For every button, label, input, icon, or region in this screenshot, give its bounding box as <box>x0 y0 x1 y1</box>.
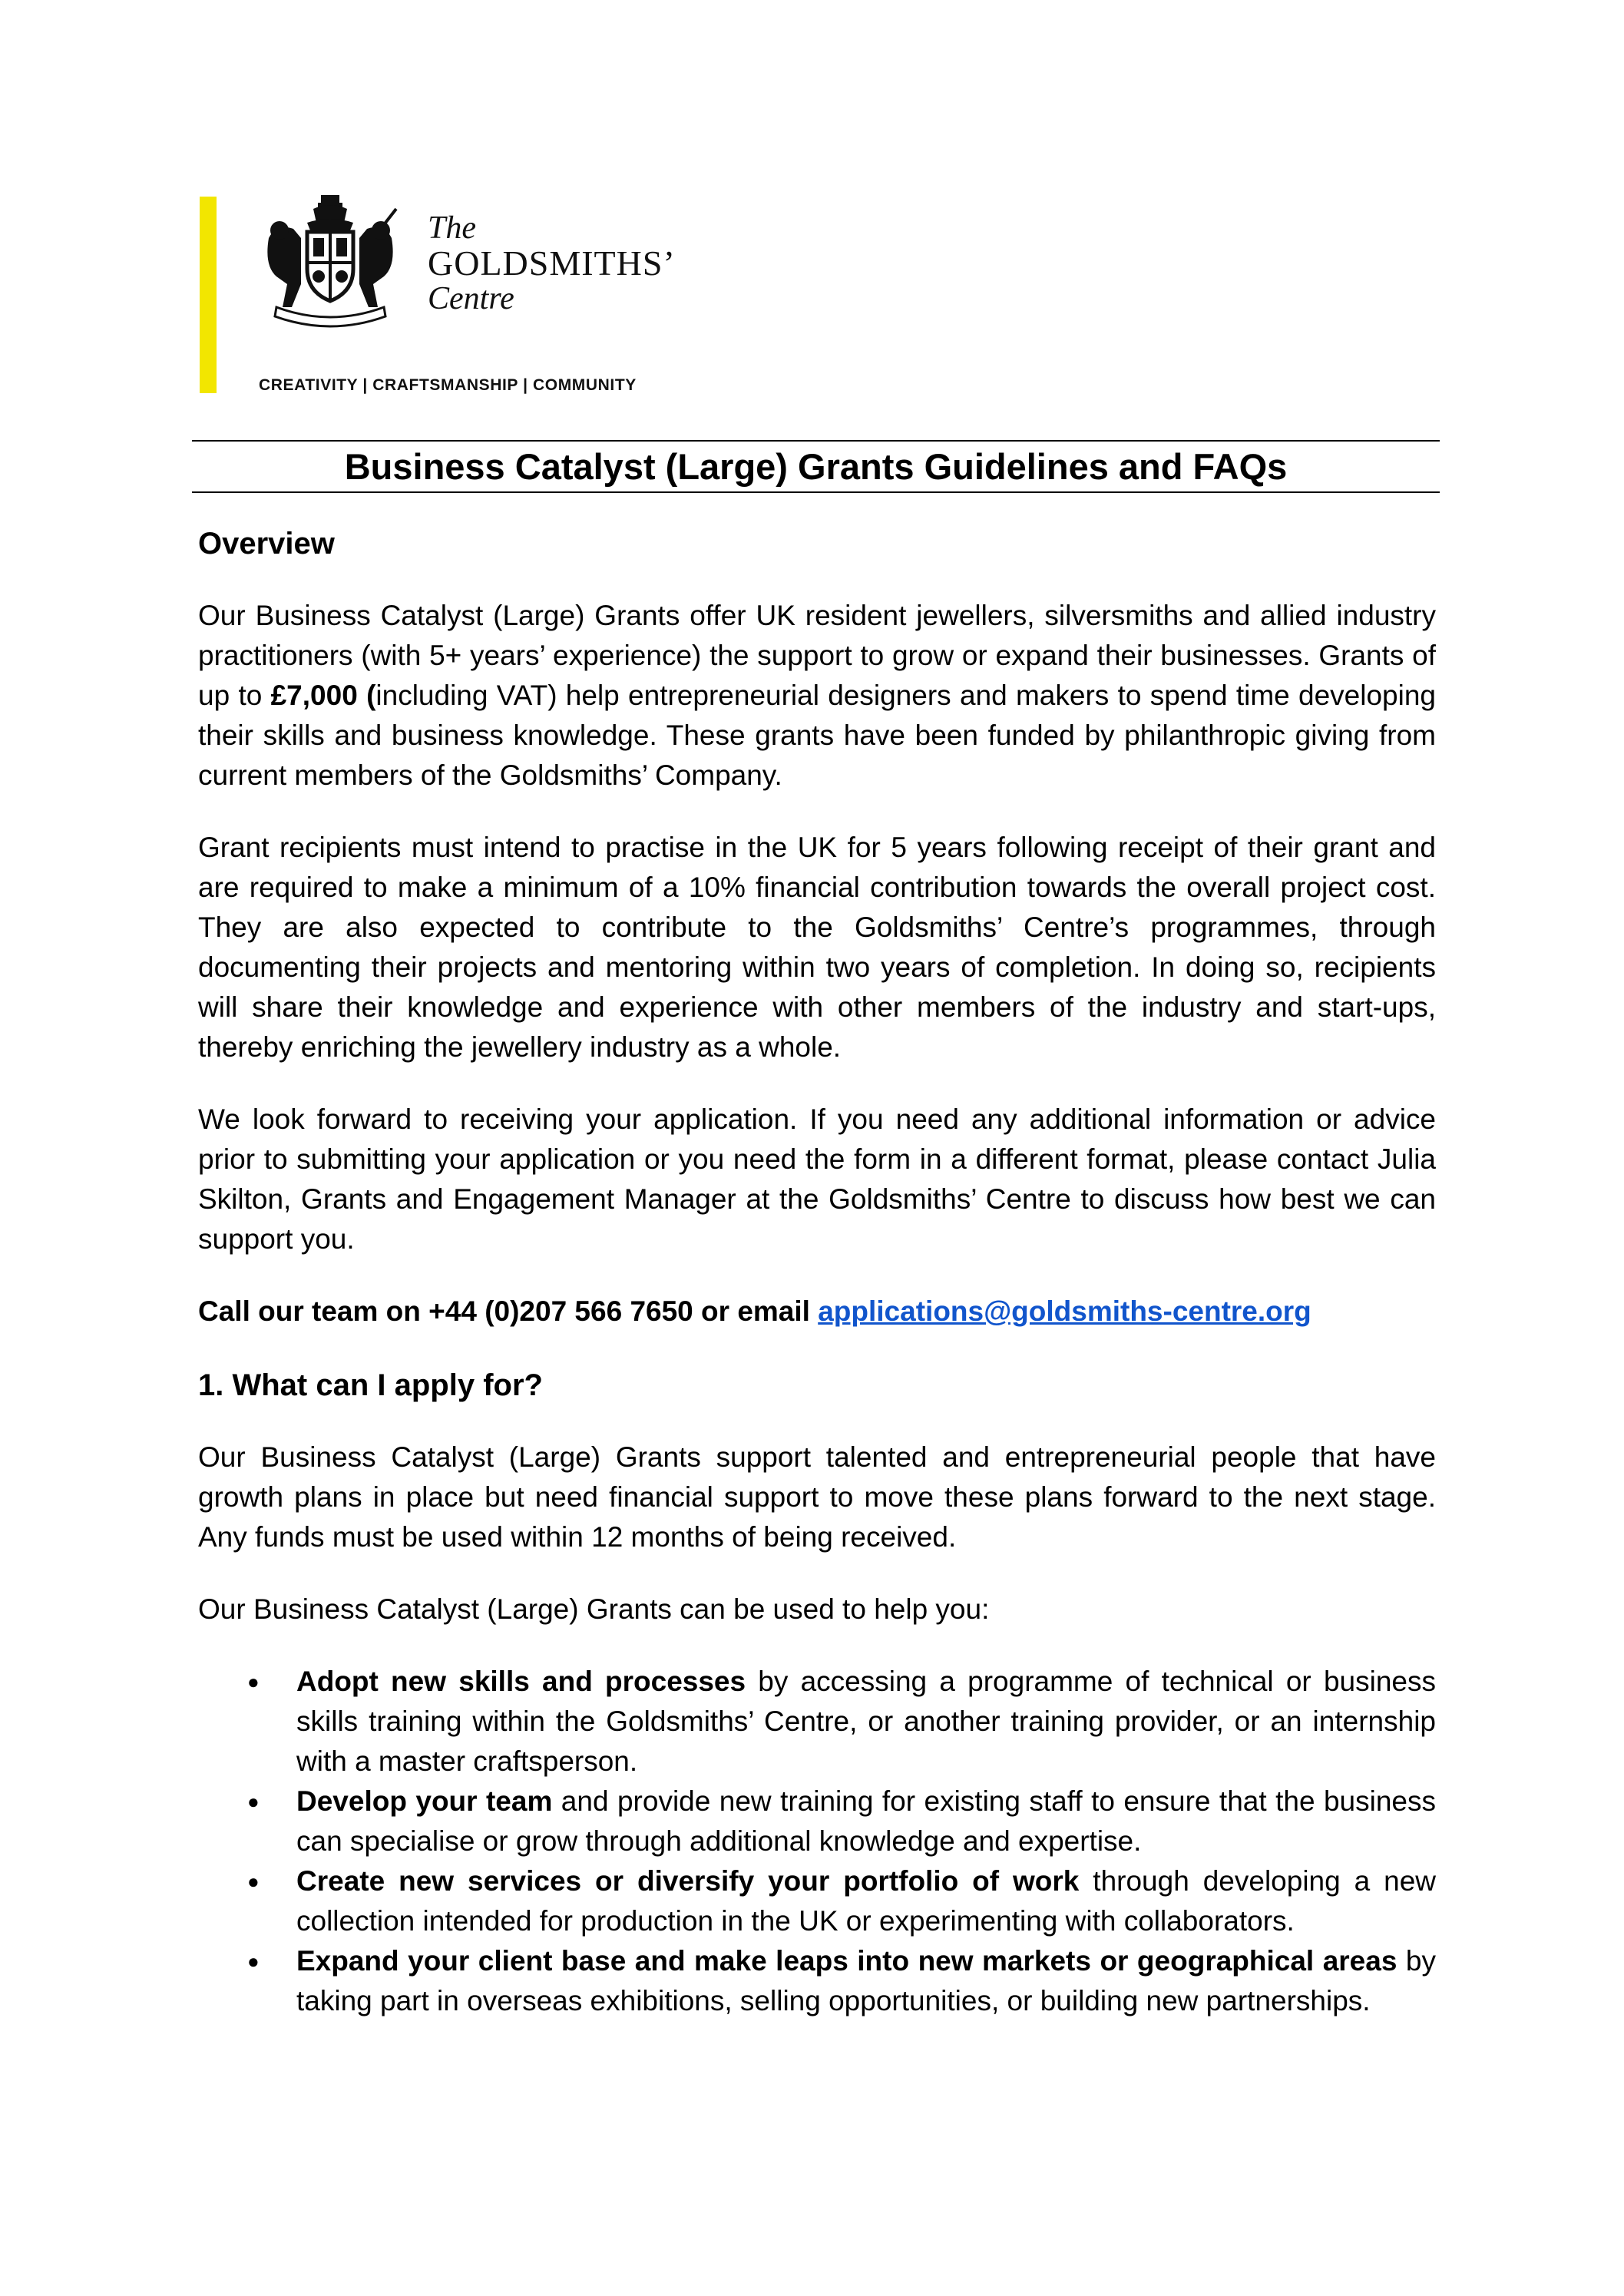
list-item <box>247 1782 1436 1861</box>
list-item-bold: Develop your team <box>296 1785 553 1817</box>
overview-p1-start: Our Business Catalyst (Large) Grants offer UK resident jewellers, silversmiths and allied industry practitioners (with 5+ years’ experience) the support to grow or expand their businesses. Grants of up to <box>198 600 1436 711</box>
list-item <box>247 1941 1436 2021</box>
list-item-bold: Expand your client base and make leaps into new markets or geographical areas <box>296 1945 1397 1977</box>
list-item-text: through developing a new collection intended for production in the UK or experimenting with collaborators. <box>296 1865 1436 1937</box>
overview-paragraph-1 <box>198 596 1436 796</box>
logo-tagline: CREATIVITY | CRAFTSMANSHIP | COMMUNITY <box>259 376 637 394</box>
overview-heading: Overview <box>198 527 335 561</box>
overview-paragraph-3: We look forward to receiving your application. If you need any additional information or advice prior to submitting your application or you need the form in a different format, please contact Julia Skilton, Grants and Engagement Manager at the Goldsmiths’ Centre to discuss how best we can support you. <box>198 1103 1436 1255</box>
overview-paragraph-2: Grant recipients must intend to practise in the UK for 5 years following receipt of their grant and are required to make a minimum of a 10% financial contribution towards the overall project cost. They are also expected to contribute to the Goldsmiths’ Centre’s programmes, through documenting their projects and mentoring within two years of completion. In doing so, recipients will share their knowledge and experience with other members of the industry and start-ups, thereby enriching the jewellery industry as a whole. <box>198 832 1436 1063</box>
list-item-text: and provide new training for existing staff to ensure that the business can specialise or grow through additional knowledge and expertise. <box>296 1785 1436 1857</box>
logo-centre: Centre <box>428 281 514 316</box>
list-item-bold: Adopt new skills and processes <box>296 1666 746 1697</box>
list-item-text: by accessing a programme of technical or business skills training within the Goldsmiths’ Centre, or another training provider, or an internship with a master craftsperson. <box>296 1666 1436 1777</box>
section-1-paragraph-1: Our Business Catalyst (Large) Grants support talented and entrepreneurial people that have growth plans in place but need financial support to move these plans forward to the next stage. Any funds must be used within 12 months of being received. <box>198 1441 1436 1553</box>
bullet-icon: ● <box>247 1950 260 1973</box>
document-title: Business Catalyst (Large) Grants Guidelines and FAQs <box>344 446 1288 487</box>
logo-accent-bar <box>200 197 217 393</box>
contact-email-link[interactable]: applications@goldsmiths-centre.org <box>818 1295 1311 1327</box>
document-body <box>198 522 1436 2021</box>
section-1-heading: 1. What can I apply for? <box>198 1368 543 1402</box>
list-item-text: by taking part in overseas exhibitions, selling opportunities, or building new partnerships. <box>296 1945 1436 2016</box>
bullet-icon: ● <box>247 1670 260 1693</box>
list-item <box>247 1861 1436 1941</box>
logo-goldsmiths: GOLDSMITHS’ <box>428 243 676 283</box>
list-item <box>247 1662 1436 1782</box>
section-1-paragraph-2: Our Business Catalyst (Large) Grants can be used to help you: <box>198 1593 990 1625</box>
apply-for-list <box>198 1662 1436 2021</box>
list-item-bold: Create new services or diversify your portfolio of work <box>296 1865 1080 1897</box>
logo-the: The <box>428 210 476 246</box>
title-rule-bottom <box>192 491 1440 493</box>
logo-wordmark <box>428 212 676 315</box>
title-rule-top <box>192 440 1440 442</box>
goldsmiths-crest-icon <box>253 192 407 330</box>
overview-p1-end: including VAT) help entrepreneurial designers and makers to spend time developing their skills and business knowledge. These grants have been funded by philanthropic giving from current members of the Goldsmiths’ Company. <box>198 680 1436 791</box>
bullet-icon: ● <box>247 1870 260 1893</box>
contact-line <box>198 1292 1436 1332</box>
contact-text: Call our team on +44 (0)207 566 7650 or email <box>198 1295 819 1327</box>
overview-p1-amount: £7,000 ( <box>270 680 376 711</box>
bullet-icon: ● <box>247 1790 260 1813</box>
